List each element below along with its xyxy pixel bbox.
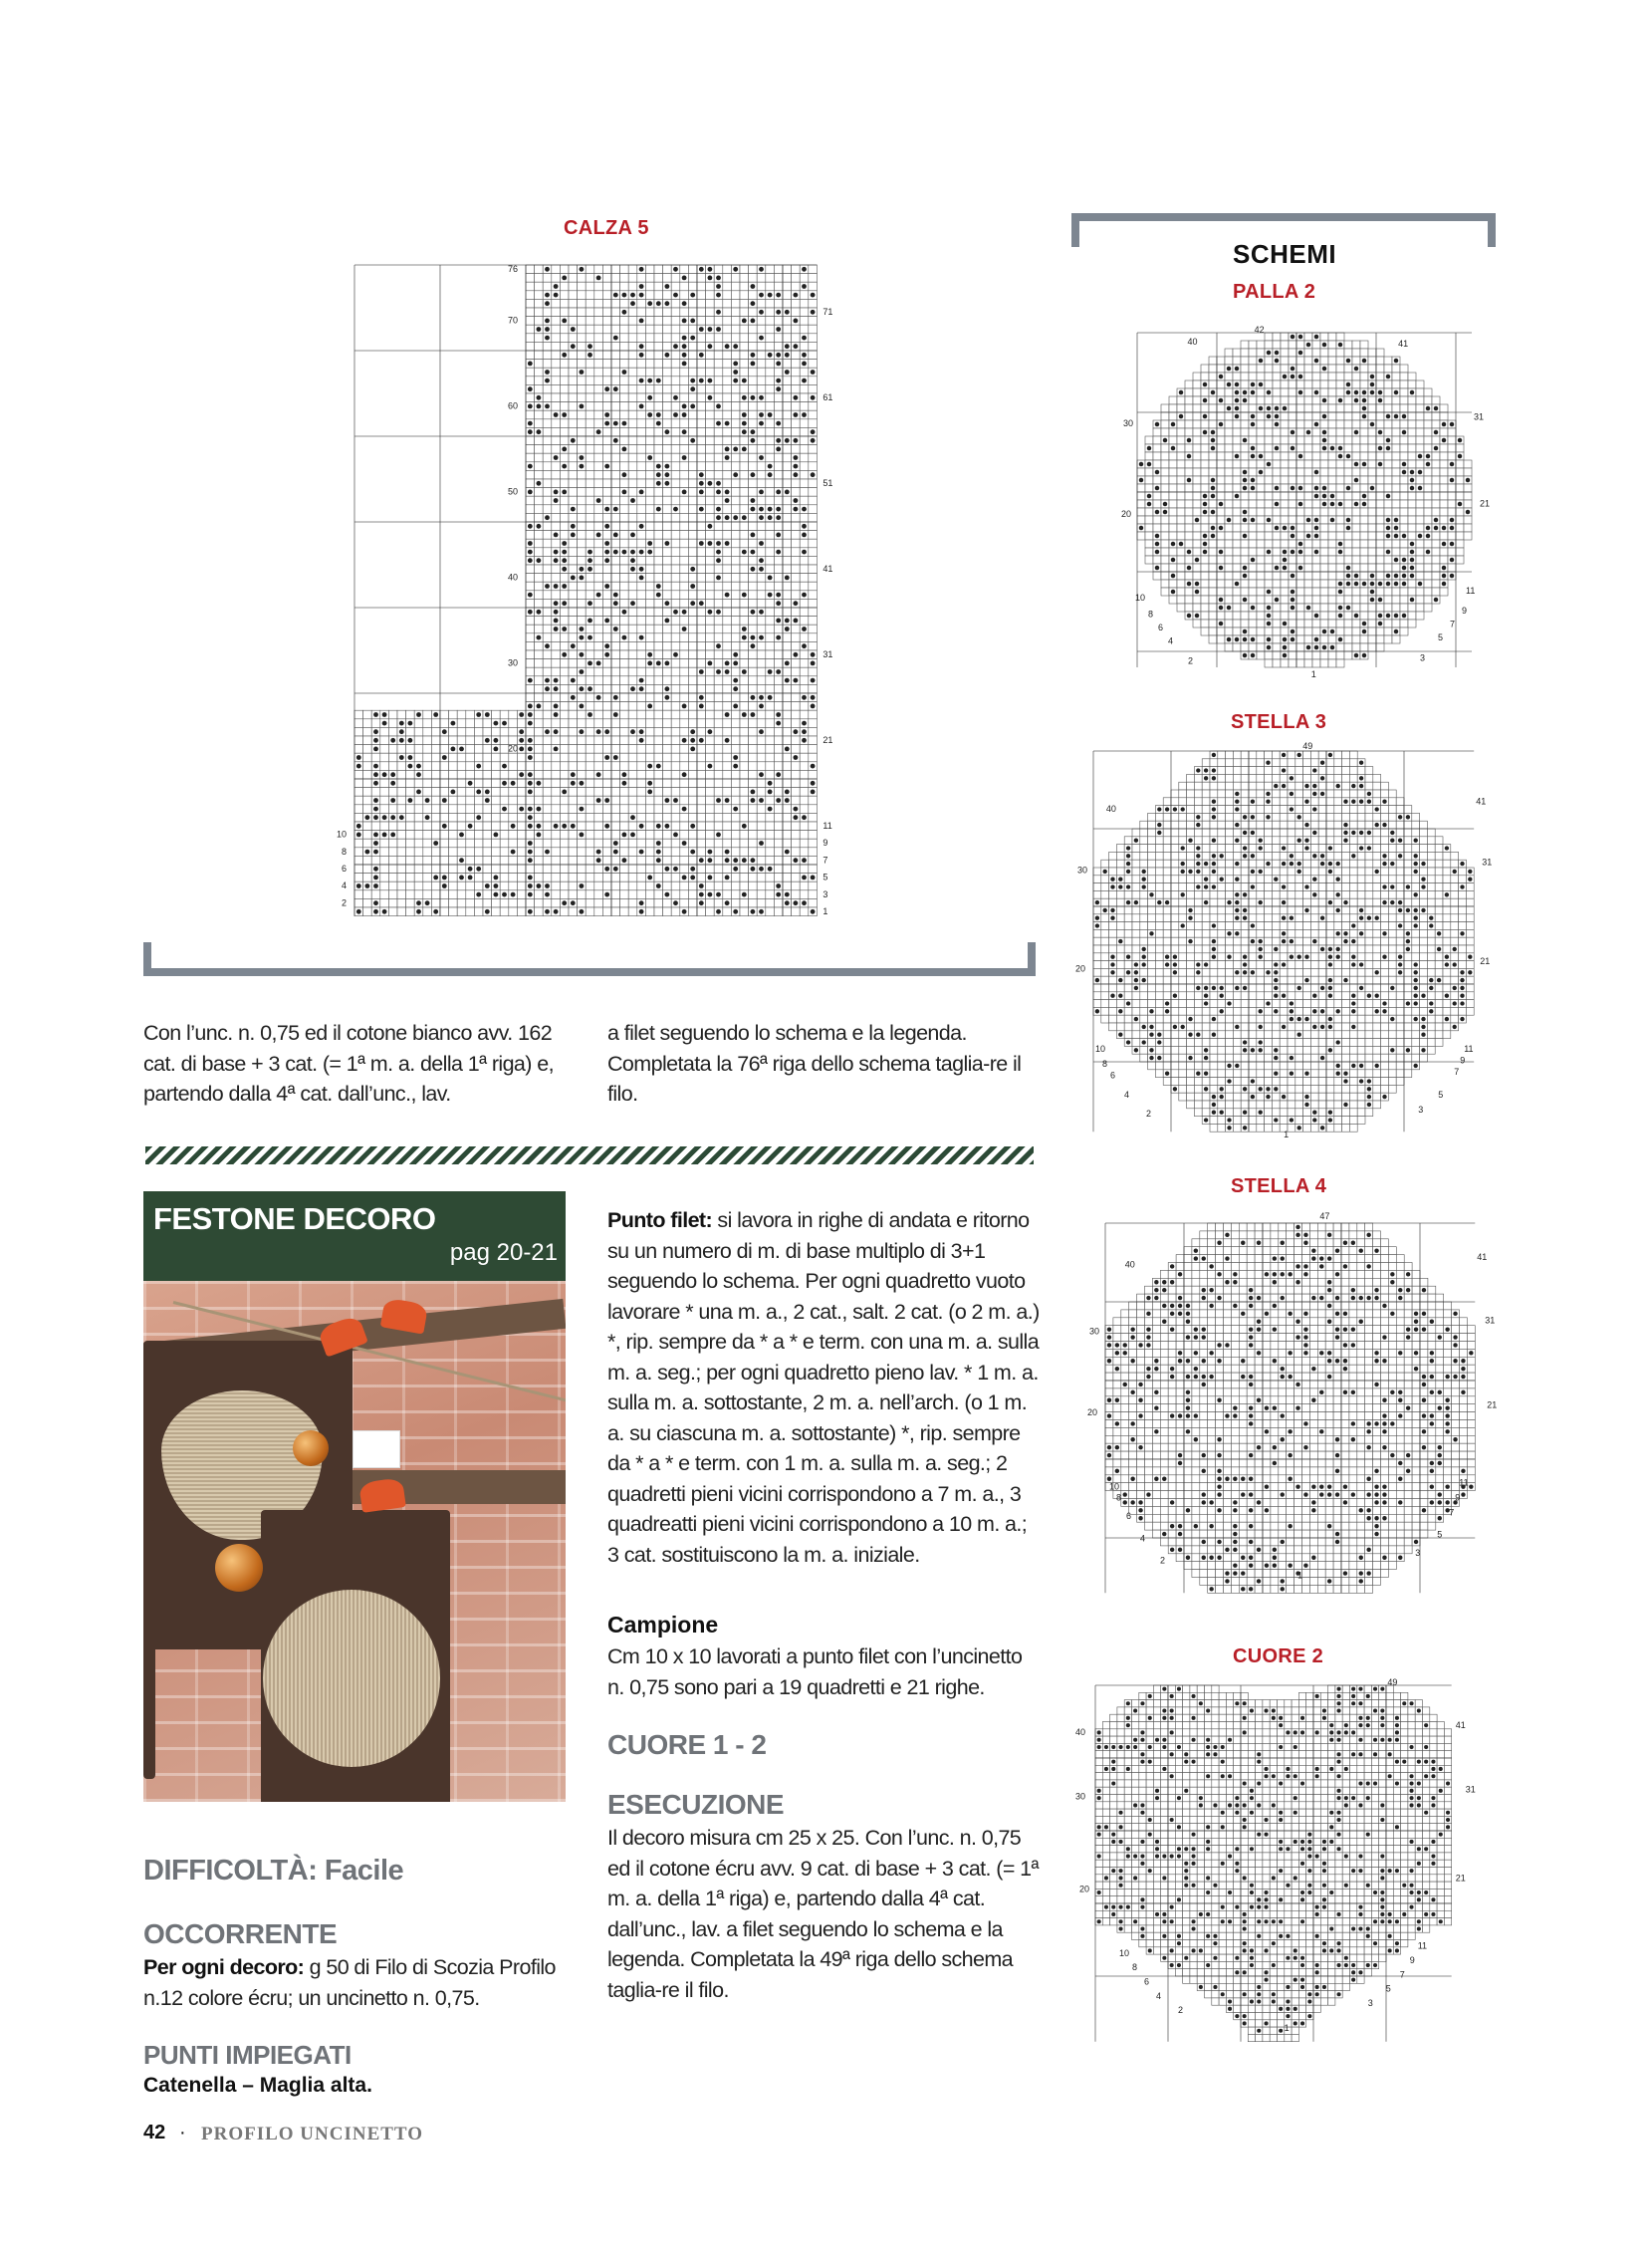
schemi-title: SCHEMI bbox=[1233, 239, 1337, 269]
campione-heading: Campione bbox=[607, 1612, 719, 1638]
stella4-grid bbox=[1105, 1223, 1475, 1593]
stella3-title: STELLA 3 bbox=[1231, 711, 1327, 733]
palla2-label: 2 bbox=[1187, 655, 1193, 666]
stella3-label: 20 bbox=[1074, 963, 1085, 974]
stella4-label: 3 bbox=[1415, 1548, 1421, 1559]
cuore2-label: 11 bbox=[1417, 1940, 1428, 1951]
palla2-label: 1 bbox=[1310, 669, 1316, 679]
stella3-grid bbox=[1093, 751, 1474, 1132]
palla2-label: 9 bbox=[1462, 606, 1468, 617]
calza-text-col2: a filet seguendo lo schema e la legenda. Completata la 76ª riga dello schema taglia-re il filo. bbox=[607, 1021, 1022, 1106]
cuore2-label: 8 bbox=[1131, 1962, 1137, 1973]
cuore2-label: 31 bbox=[1465, 1784, 1476, 1795]
palla2-label: 7 bbox=[1450, 619, 1456, 630]
cuore2-label: 49 bbox=[1387, 1677, 1398, 1687]
stella4-chart bbox=[1065, 1205, 1498, 1616]
palla2-label: 20 bbox=[1120, 508, 1131, 519]
stella3-label: 21 bbox=[1480, 956, 1491, 967]
cuore2-label: 9 bbox=[1409, 1955, 1415, 1966]
cuore2-label: 40 bbox=[1074, 1727, 1085, 1738]
cuore2-label: 30 bbox=[1074, 1791, 1085, 1802]
stella4-label: 2 bbox=[1159, 1555, 1165, 1566]
punto-filet-body: si lavora in righe di andata e ritorno su un numero di m. di base multiplo di 3+1 seguendo lo schema. Per ogni quadretto vuoto lavorare * una m. a., 2 cat., salt. 2 cat. (o 2 m. a.) *, rip. sempre da * a * e term. con una m. a. sulla m. a. seg.; per ogni quadretto pieno lav. * 1 m. a. sulla m. a. sottostante, 2 m. a. nell’arch. (o 1 m. a. su ciascuna m. a. sottostante) *, rip. sempre da * a * e term. con 1 m. a. sulla m. a. seg.; 2 quadretti pieni vicini corrispondono a 7 m. a., 3 quadreatti pieni vicini corrispondono a 10 m. a.; 3 cat. sostituiscono la m. a. iniziale. bbox=[607, 1208, 1040, 1567]
cuore2-label: 3 bbox=[1367, 1997, 1373, 2008]
calza5-left-label: 70 bbox=[507, 315, 518, 326]
palla2-label: 41 bbox=[1398, 339, 1409, 349]
palla2-title: PALLA 2 bbox=[1233, 281, 1316, 303]
campione-text: Cm 10 x 10 lavorati a punto filet con l’uncinetto n. 0,75 sono pari a 19 quadretti e 21 righe. bbox=[607, 1644, 1023, 1699]
festone-pages: pag 20-21 bbox=[449, 1239, 558, 1266]
footer-separator: · bbox=[179, 2122, 186, 2143]
palla2-label: 31 bbox=[1474, 411, 1485, 422]
calza5-right-label: 71 bbox=[823, 307, 833, 317]
occorrente-body: g 50 di Filo di Scozia Profilo n.12 colore écru; un uncinetto n. 0,75. bbox=[143, 1955, 556, 2010]
stella3-label: 10 bbox=[1094, 1043, 1105, 1054]
cuore2-label: 6 bbox=[1143, 1976, 1149, 1987]
calza5-right-label: 41 bbox=[823, 564, 833, 574]
palla2-label: 11 bbox=[1466, 586, 1476, 597]
stella4-label: 41 bbox=[1477, 1252, 1488, 1263]
calza5-left-label: 6 bbox=[341, 864, 347, 874]
festone-header bbox=[143, 1191, 566, 1281]
stella3-chart bbox=[1065, 739, 1494, 1157]
calza5-left-label: 50 bbox=[507, 486, 518, 497]
stella4-label: 20 bbox=[1086, 1407, 1097, 1418]
stella4-label: 1 bbox=[1297, 1570, 1303, 1581]
palla2-label: 30 bbox=[1122, 418, 1133, 429]
stella4-label: 10 bbox=[1108, 1481, 1119, 1492]
esecuzione-heading: ESECUZIONE bbox=[607, 1789, 785, 1820]
calza5-left-label: 20 bbox=[507, 743, 518, 754]
esecuzione-text: Il decoro misura cm 25 x 25. Con l’unc. n. 0,75 ed il cotone écru avv. 9 cat. di base + 3 cat. (= 1ª m. a. della 1ª riga) e, partendo dalla 4ª cat. dall’unc., lav. a filet seguendo lo schema e la legenda. Completata la 49ª riga dello schema taglia-re il filo. bbox=[607, 1826, 1039, 2002]
calza5-right-label: 9 bbox=[823, 838, 828, 849]
palla2-label: 40 bbox=[1187, 337, 1198, 347]
calza5-chart bbox=[319, 261, 856, 938]
palla2-label: 8 bbox=[1147, 609, 1153, 620]
calza5-right-label: 11 bbox=[823, 821, 832, 831]
calza5-left-label: 8 bbox=[341, 846, 347, 857]
cuore2-chart bbox=[1052, 1675, 1510, 2084]
page-number: 42 bbox=[143, 2122, 166, 2143]
cuore2-label: 41 bbox=[1455, 1719, 1466, 1730]
stella4-label: 4 bbox=[1139, 1533, 1145, 1544]
stella3-label: 7 bbox=[1454, 1066, 1460, 1077]
difficolta: DIFFICOLTÀ: Facile bbox=[143, 1855, 404, 1887]
stella4-label: 21 bbox=[1487, 1399, 1498, 1410]
palla2-label: 3 bbox=[1420, 652, 1426, 663]
stella3-label: 8 bbox=[1101, 1059, 1107, 1070]
palla2-grid bbox=[1134, 333, 1472, 667]
cuore2-label: 7 bbox=[1399, 1969, 1405, 1980]
stella4-title: STELLA 4 bbox=[1231, 1175, 1327, 1197]
stella4-label: 30 bbox=[1088, 1326, 1099, 1337]
palla2-label: 4 bbox=[1167, 635, 1173, 646]
stella3-label: 5 bbox=[1438, 1089, 1444, 1100]
cuore2-label: 2 bbox=[1177, 2005, 1183, 2016]
stella4-label: 9 bbox=[1455, 1492, 1461, 1503]
calza5-left-label: 10 bbox=[336, 829, 347, 840]
calza5-left-label: 30 bbox=[507, 657, 518, 668]
palla2-label: 21 bbox=[1480, 498, 1491, 509]
calza5-left-label: 40 bbox=[507, 572, 518, 583]
calza5-right-label: 5 bbox=[823, 872, 828, 882]
cuore2-label: 20 bbox=[1078, 1884, 1089, 1894]
cuore2-label: 10 bbox=[1118, 1947, 1129, 1958]
stella4-label: 5 bbox=[1437, 1529, 1443, 1540]
punto-filet-text bbox=[607, 1205, 1040, 1570]
occorrente-label: Per ogni decoro: bbox=[143, 1955, 305, 1979]
cuore2-label: 1 bbox=[1284, 2022, 1290, 2033]
stella3-label: 1 bbox=[1284, 1130, 1290, 1140]
section-divider bbox=[145, 1146, 1034, 1164]
cuore2-grid bbox=[1095, 1685, 1452, 2042]
cuore2-label: 5 bbox=[1385, 1983, 1391, 1994]
calza5-left-label: 76 bbox=[507, 264, 518, 274]
stella3-label: 31 bbox=[1482, 857, 1493, 868]
stella3-label: 3 bbox=[1418, 1105, 1424, 1116]
palla2-label: 10 bbox=[1134, 592, 1145, 603]
stella3-label: 4 bbox=[1123, 1089, 1129, 1100]
festone-photo bbox=[143, 1281, 566, 1802]
calza5-title: CALZA 5 bbox=[564, 217, 649, 239]
calza-bracket bbox=[143, 942, 1036, 976]
calza5-right-label: 7 bbox=[823, 855, 828, 866]
stella3-label: 40 bbox=[1105, 804, 1116, 815]
calza5-right-label: 21 bbox=[823, 735, 833, 745]
stella3-label: 30 bbox=[1076, 865, 1087, 876]
punto-filet-label: Punto filet: bbox=[607, 1208, 713, 1232]
stella3-label: 41 bbox=[1476, 796, 1487, 807]
cuore2-label: 21 bbox=[1455, 1873, 1466, 1884]
calza5-right-label: 61 bbox=[823, 392, 833, 402]
calza5-right-label: 1 bbox=[823, 906, 828, 916]
stella4-label: 40 bbox=[1124, 1259, 1135, 1270]
calza5-left-label: 60 bbox=[507, 400, 518, 411]
stella4-label: 47 bbox=[1319, 1211, 1330, 1221]
stella4-label: 6 bbox=[1125, 1511, 1131, 1522]
cuore2-label: 4 bbox=[1155, 1990, 1161, 2001]
palla2-label: 5 bbox=[1438, 632, 1444, 643]
punti-text: Catenella – Maglia alta. bbox=[143, 2074, 372, 2097]
calza5-left-label: 4 bbox=[341, 881, 347, 891]
cuore-heading: CUORE 1 - 2 bbox=[607, 1729, 767, 1760]
palla2-label: 42 bbox=[1254, 325, 1265, 335]
stella4-label: 8 bbox=[1115, 1492, 1121, 1503]
cuore2-title: CUORE 2 bbox=[1233, 1645, 1324, 1667]
stella3-label: 49 bbox=[1302, 741, 1313, 751]
occorrente-text bbox=[143, 1952, 574, 2013]
calza5-right-label: 3 bbox=[823, 888, 828, 899]
stella3-label: 11 bbox=[1464, 1043, 1474, 1054]
occorrente-heading: OCCORRENTE bbox=[143, 1918, 338, 1949]
calza5-grid bbox=[354, 265, 817, 916]
festone-title: FESTONE DECORO bbox=[153, 1201, 436, 1236]
punti-heading: PUNTI IMPIEGATI bbox=[143, 2040, 352, 2070]
stella4-label: 31 bbox=[1485, 1315, 1496, 1326]
calza5-right-label: 31 bbox=[823, 649, 833, 659]
calza5-right-label: 51 bbox=[823, 478, 833, 488]
stella3-label: 2 bbox=[1145, 1108, 1151, 1119]
stella3-label: 9 bbox=[1460, 1055, 1466, 1066]
palla2-chart bbox=[1085, 325, 1491, 683]
magazine-name: PROFILO UNCINETTO bbox=[201, 2124, 424, 2144]
calza5-left-label: 2 bbox=[341, 897, 347, 908]
stella4-label: 11 bbox=[1459, 1477, 1469, 1488]
palla2-label: 6 bbox=[1157, 623, 1163, 633]
stella3-label: 6 bbox=[1109, 1070, 1115, 1081]
stella4-label: 7 bbox=[1449, 1507, 1455, 1518]
calza-text-col1: Con l’unc. n. 0,75 ed il cotone bianco avv. 162 cat. di base + 3 cat. (= 1ª m. a. della 1ª riga) e, partendo dalla 4ª cat. dall’unc., lav. bbox=[143, 1021, 554, 1106]
